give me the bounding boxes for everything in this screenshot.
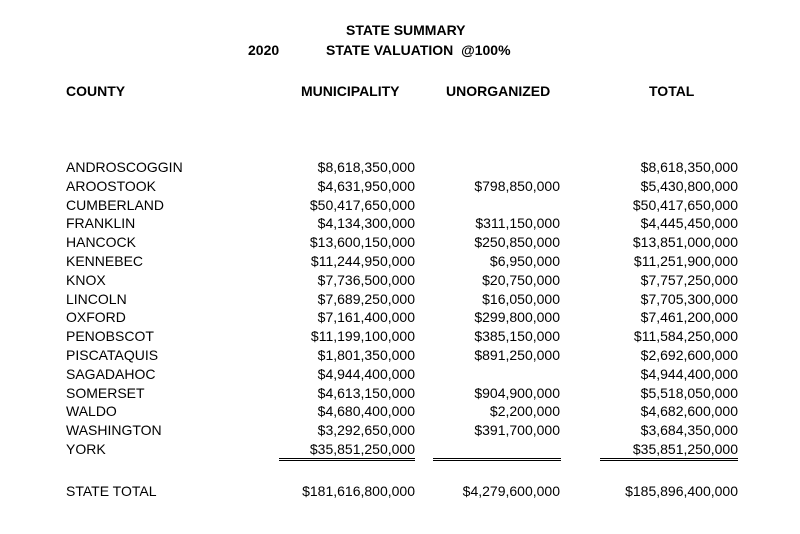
municipality-value: $1,801,350,000 [317,347,415,363]
total-value: $7,757,250,000 [640,272,738,288]
municipality-value: $3,292,650,000 [317,422,415,438]
unorganized-value: $891,250,000 [474,347,560,363]
county-name: YORK [66,441,106,457]
municipality-value: $4,613,150,000 [317,385,415,401]
county-name: SOMERSET [66,385,145,401]
municipality-value: $4,631,950,000 [317,178,415,194]
total-total-rule [600,458,738,461]
unorganized-value: $250,850,000 [474,234,560,250]
municipality-value: $7,161,400,000 [317,309,415,325]
municipality-value: $7,689,250,000 [317,291,415,307]
county-name: WALDO [66,403,117,419]
county-name: FRANKLIN [66,215,136,231]
total-value: $13,851,000,000 [632,234,738,250]
unorganized-value: $904,900,000 [474,385,560,401]
state-total-unorganized: $4,279,600,000 [462,483,560,499]
county-name: PENOBSCOT [66,328,154,344]
column-header-municipality: MUNICIPALITY [301,83,400,99]
state-total-municipality: $181,616,800,000 [302,483,415,499]
county-name: CUMBERLAND [66,197,165,213]
total-value: $5,430,800,000 [640,178,738,194]
unorganized-total-rule [433,458,561,461]
municipality-total-rule [279,458,415,461]
state-total-label: STATE TOTAL [66,483,157,499]
municipality-value: $11,199,100,000 [310,328,415,344]
total-value: $4,445,450,000 [640,215,738,231]
total-value: $5,518,050,000 [640,385,738,401]
municipality-value: $11,244,950,000 [310,253,415,269]
column-header-county: COUNTY [66,83,126,99]
total-value: $7,461,200,000 [640,309,738,325]
county-name: KENNEBEC [66,253,144,269]
unorganized-value: $2,200,000 [489,403,560,419]
county-name: PISCATAQUIS [66,347,159,363]
column-header-total: TOTAL [649,83,695,99]
county-name: SAGADAHOC [66,366,156,382]
unorganized-value: $798,850,000 [474,178,560,194]
municipality-value: $7,736,500,000 [317,272,415,288]
county-name: HANCOCK [66,234,137,250]
municipality-value: $4,944,400,000 [317,366,415,382]
county-name: WASHINGTON [66,422,162,438]
municipality-value: $35,851,250,000 [309,441,415,457]
unorganized-value: $299,800,000 [474,309,560,325]
total-value: $8,618,350,000 [640,159,738,175]
total-value: $2,692,600,000 [640,347,738,363]
unorganized-value: $16,050,000 [482,291,560,307]
report-title: STATE SUMMARY [346,22,466,38]
county-name: OXFORD [66,309,126,325]
unorganized-value: $20,750,000 [482,272,560,288]
total-value: $50,417,650,000 [632,197,738,213]
unorganized-value: $6,950,000 [489,253,560,269]
total-value: $35,851,250,000 [632,441,738,457]
county-name: AROOSTOOK [66,178,156,194]
total-value: $4,682,600,000 [640,403,738,419]
municipality-value: $13,600,150,000 [309,234,415,250]
total-value: $4,944,400,000 [640,366,738,382]
report-subtitle: STATE VALUATION @100% [326,42,511,58]
municipality-value: $8,618,350,000 [317,159,415,175]
total-value: $7,705,300,000 [640,291,738,307]
municipality-value: $4,134,300,000 [317,215,415,231]
county-name: ANDROSCOGGIN [66,159,183,175]
state-total-total: $185,896,400,000 [625,483,738,499]
report-year: 2020 [248,42,280,58]
unorganized-value: $311,150,000 [475,215,560,231]
municipality-value: $50,417,650,000 [309,197,415,213]
unorganized-value: $391,700,000 [474,422,560,438]
county-name: KNOX [66,272,106,288]
county-name: LINCOLN [66,291,127,307]
total-value: $11,251,900,000 [633,253,738,269]
unorganized-value: $385,150,000 [474,328,560,344]
municipality-value: $4,680,400,000 [317,403,415,419]
column-header-unorganized: UNORGANIZED [446,83,551,99]
total-value: $3,684,350,000 [640,422,738,438]
total-value: $11,584,250,000 [633,328,738,344]
